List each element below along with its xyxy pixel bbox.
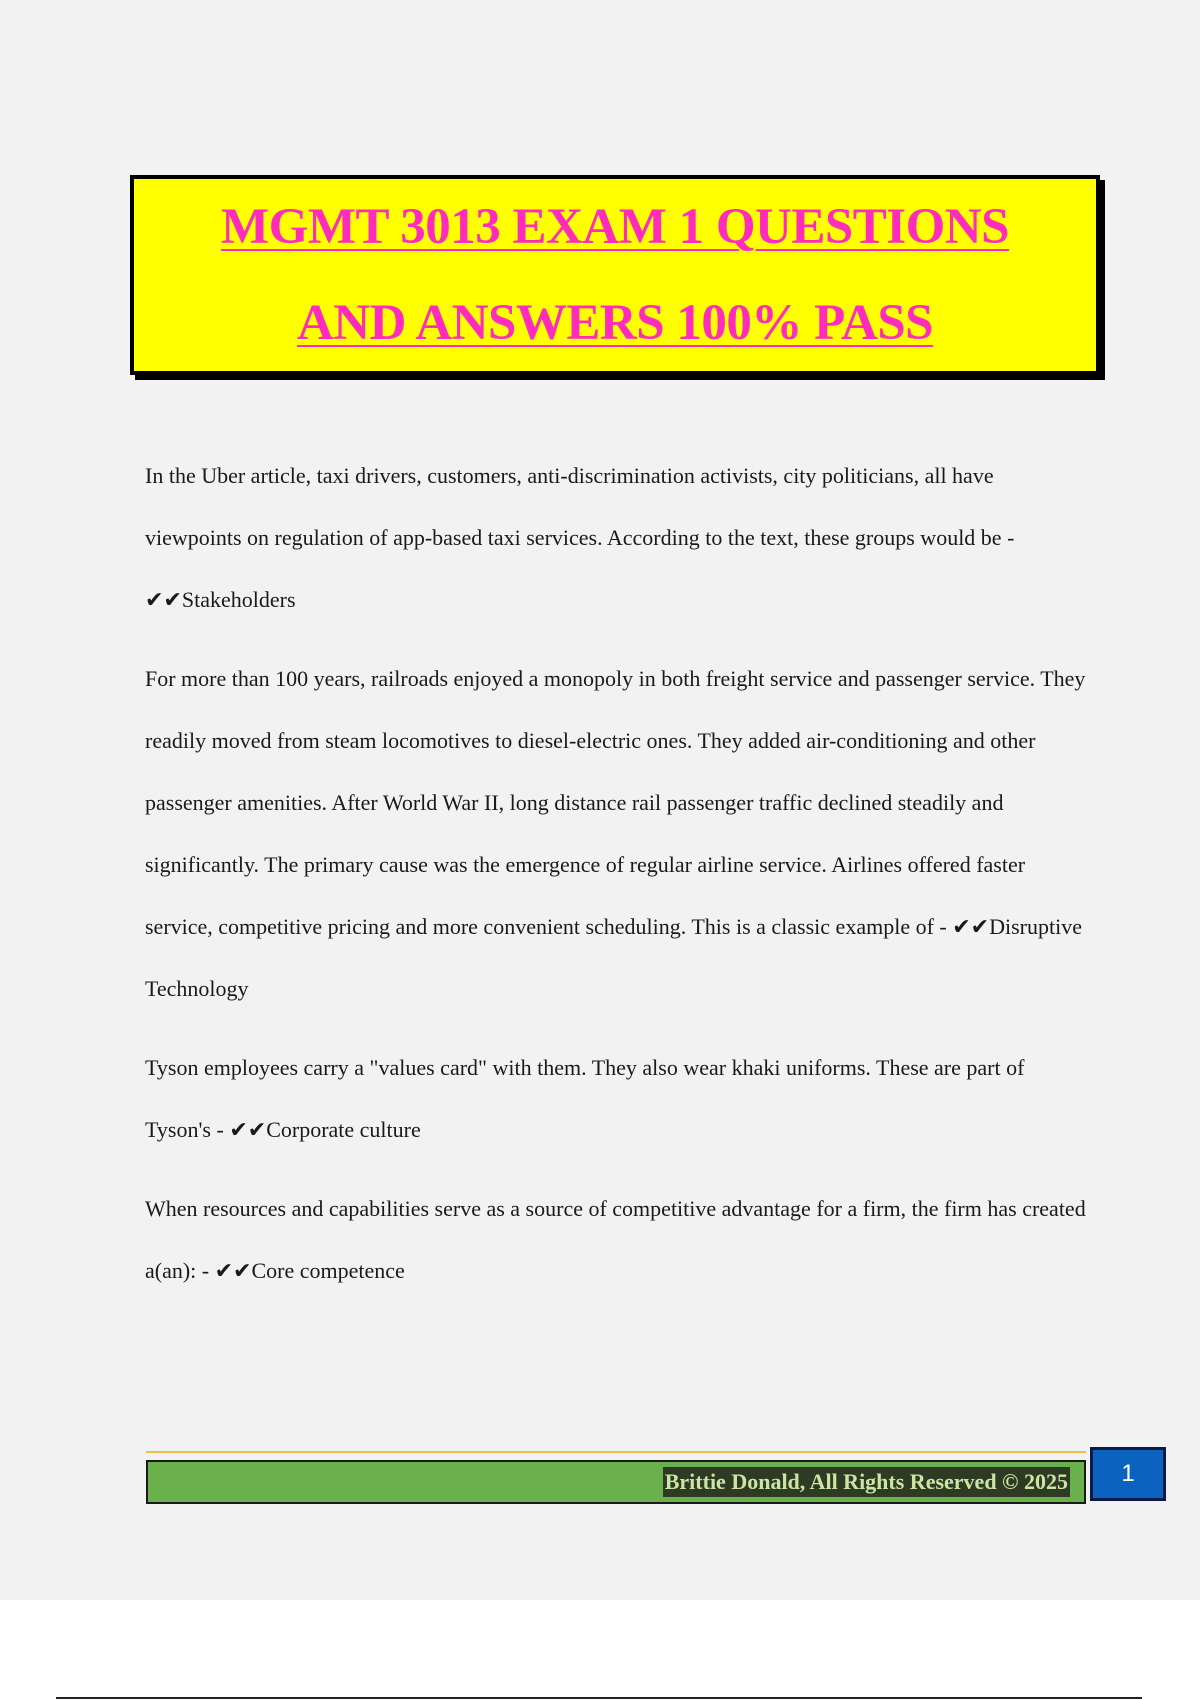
qa-item [145, 445, 1095, 631]
page-bottom-divider [56, 1697, 1142, 1699]
question-text: For more than 100 years, railroads enjoyed a monopoly in both freight service and passenger service. They readily moved from steam locomotives to diesel-electric ones. They added air-conditioning and other passenger amenities. After World War II, long distance rail passenger traffic declined steadily and significantly. The primary cause was the emergence of regular airline service. Airlines offered faster service, competitive pricing and more convenient scheduling. This is a classic example of - [145, 666, 1086, 939]
footer-divider [146, 1451, 1086, 1453]
title-line-2: AND ANSWERS 100% PASS [296, 295, 934, 351]
title-banner [130, 175, 1100, 375]
qa-item [145, 1178, 1095, 1302]
question-text: When resources and capabilities serve as a source of competitive advantage for a firm, the firm has created a(an): - [145, 1196, 1086, 1283]
footer-bar [146, 1460, 1086, 1504]
answer-text: ✔✔Stakeholders [145, 587, 296, 612]
copyright-text: Brittie Donald, All Rights Reserved © 2025 [663, 1467, 1070, 1497]
qa-item [145, 648, 1095, 1020]
page-number-badge: 1 [1090, 1447, 1166, 1501]
question-text: Tyson employees carry a "values card" with them. They also wear khaki uniforms. These are part of Tyson's - [145, 1055, 1025, 1142]
answer-text: ✔✔Core competence [214, 1258, 405, 1283]
question-text: In the Uber article, taxi drivers, customers, anti-discrimination activists, city politicians, all have viewpoints on regulation of app-based taxi services. According to the text, these groups would be - [145, 463, 1015, 550]
title-line-1: MGMT 3013 EXAM 1 QUESTIONS [221, 199, 1009, 255]
answer-text: ✔✔Disruptive Technology [145, 914, 1082, 1001]
answer-text: ✔✔Corporate culture [229, 1117, 421, 1142]
qa-item [145, 1037, 1095, 1161]
qa-list [145, 445, 1095, 1319]
